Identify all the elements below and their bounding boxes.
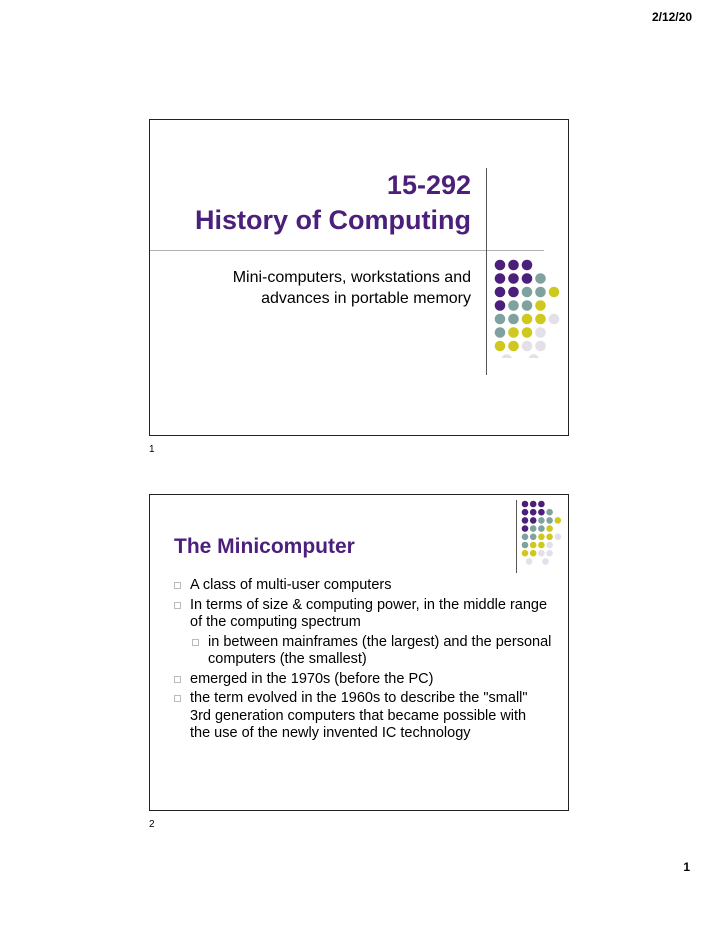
decoration-dot [546,550,553,557]
decoration-dot [508,287,519,298]
decoration-dot [522,300,533,311]
bullet-list [172,577,562,745]
decoration-dot [508,327,519,338]
decoration-dot [528,354,539,358]
decoration-dot [522,287,533,298]
decoration-dot [535,287,546,298]
subtitle-line-2: advances in portable memory [261,290,471,307]
slide-2 [149,494,569,811]
decoration-dot [538,517,545,524]
decoration-dot [538,534,545,541]
decoration-dot [522,314,533,325]
sub-bullet-item: in between mainframes (the largest) and the personal computers (the smallest) [172,634,562,669]
bullet-item: A class of multi-user computers [172,577,562,595]
subtitle-line-1: Mini-computers, workstations and [232,269,471,286]
vertical-rule-small [516,500,517,573]
vertical-rule [486,168,487,375]
decoration-dot [495,314,506,325]
page-number: 1 [683,860,690,874]
decoration-dot [508,314,519,325]
decoration-dot [546,517,553,524]
decoration-dot [546,542,553,549]
decoration-dot [530,525,537,532]
title-line-2: History of Computing [195,205,471,235]
decoration-dot [522,534,529,541]
decoration-dot [522,525,529,532]
bullet-square-icon [174,602,181,609]
decoration-dot [549,314,560,325]
decoration-dot [495,327,506,338]
decoration-dot [526,558,533,565]
decoration-dot [538,550,545,557]
page-date: 2/12/20 [651,10,692,24]
horizontal-rule [150,250,544,251]
bullet-item: the term evolved in the 1960s to describe the "small" 3rd generation computers that became possible with the use of the newly invented IC technology [172,690,530,743]
decoration-dot [546,534,553,541]
bullet-item: In terms of size & computing power, in the middle range of the computing spectrum [172,597,562,632]
decoration-dot [535,300,546,311]
slide-2-title: The Minicomputer [174,535,355,558]
slide-1-subtitle [233,267,471,309]
bullet-item: emerged in the 1970s (before the PC) [172,671,562,689]
bullet-square-icon [174,582,181,589]
dot-grid-decoration-small [521,500,581,570]
slide-number-1: 1 [149,444,155,455]
decoration-dot [522,542,529,549]
decoration-dot [530,550,537,557]
decoration-dot [546,509,553,516]
decoration-dot [522,341,533,352]
decoration-dot [522,509,529,516]
dot-grid-decoration-large [493,258,573,358]
decoration-dot [538,501,545,508]
decoration-dot [555,517,562,524]
decoration-dot [508,300,519,311]
decoration-dot [538,542,545,549]
decoration-dot [538,525,545,532]
decoration-dot [522,327,533,338]
decoration-dot [522,260,533,271]
title-line-1: 15-292 [386,170,471,200]
bullet-square-icon [174,676,181,683]
decoration-dot [530,509,537,516]
bullet-square-icon [174,695,181,702]
decoration-dot [535,314,546,325]
decoration-dot [508,260,519,271]
decoration-dot [530,542,537,549]
decoration-dot [535,327,546,338]
slide-1 [149,119,569,436]
decoration-dot [508,273,519,284]
decoration-dot [555,534,562,541]
decoration-dot [495,260,506,271]
decoration-dot [495,300,506,311]
bullet-square-icon [192,639,199,646]
decoration-dot [535,273,546,284]
decoration-dot [549,287,560,298]
decoration-dot [538,509,545,516]
decoration-dot [522,501,529,508]
decoration-dot [501,354,512,358]
decoration-dot [495,287,506,298]
decoration-dot [522,517,529,524]
decoration-dot [530,534,537,541]
decoration-dot [522,550,529,557]
decoration-dot [535,341,546,352]
decoration-dot [508,341,519,352]
decoration-dot [546,525,553,532]
decoration-dot [495,341,506,352]
slide-number-2: 2 [149,819,155,830]
decoration-dot [530,517,537,524]
decoration-dot [495,273,506,284]
decoration-dot [530,501,537,508]
decoration-dot [522,273,533,284]
slide-1-title [195,168,471,238]
decoration-dot [542,558,549,565]
